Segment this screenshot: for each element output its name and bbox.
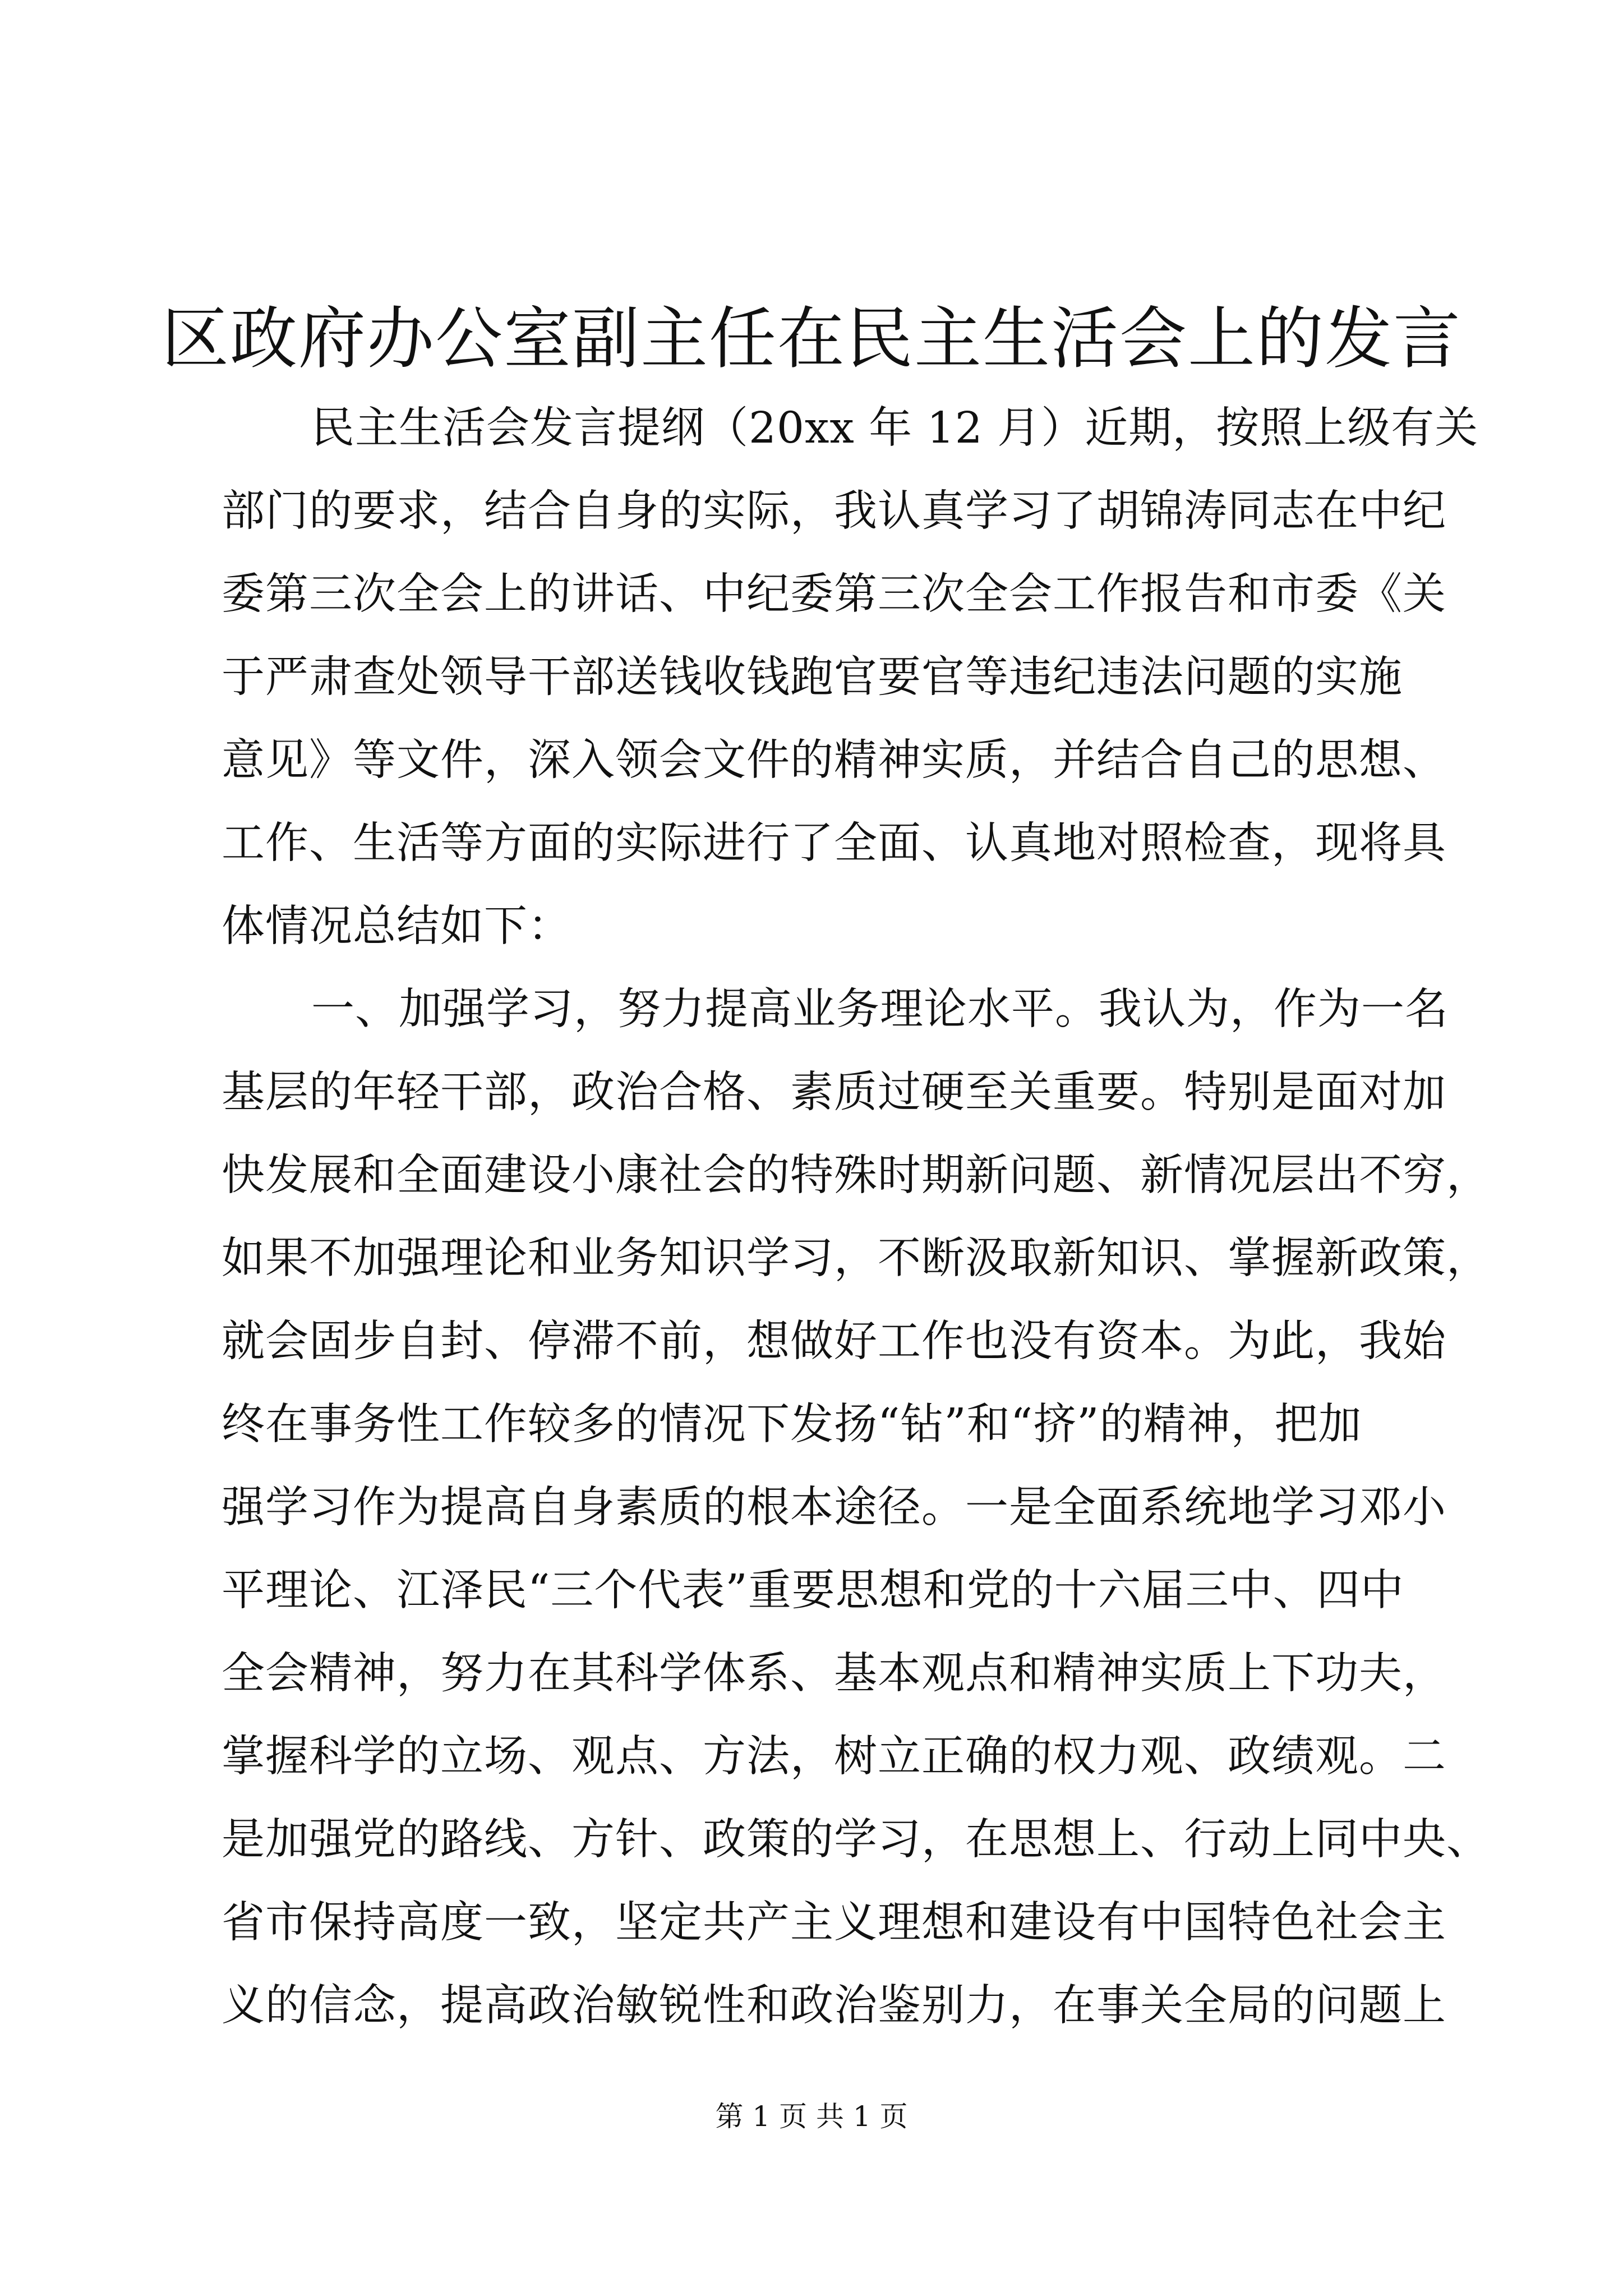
body-line: 是加强党的路线、方针、政策的学习，在思想上、行动上同中央、 bbox=[222, 1815, 1490, 1865]
body-line: 基层的年轻干部，政治合格、素质过硬至关重要。特别是面对加 bbox=[222, 1068, 1446, 1117]
body-line: 强学习作为提高自身素质的根本途径。一是全面系统地学习邓小 bbox=[222, 1483, 1446, 1533]
body-line: 部门的要求，结合自身的实际，我认真学习了胡锦涛同志在中纪 bbox=[222, 486, 1446, 536]
document-title: 区政府办公室副主任在民主生活会上的发言 bbox=[162, 300, 1461, 378]
body-line: 平理论、江泽民“三个代表”重要思想和党的十六届三中、四中 bbox=[222, 1566, 1404, 1616]
document-body bbox=[222, 387, 1490, 2047]
body-line: 意见》等文件，深入领会文件的精神实质，并结合自己的思想、 bbox=[222, 735, 1446, 785]
body-line: 如果不加强理论和业务知识学习，不断汲取新知识、掌握新政策， bbox=[222, 1234, 1490, 1283]
body-line: 快发展和全面建设小康社会的特殊时期新问题、新情况层出不穷， bbox=[222, 1151, 1490, 1200]
body-line: 义的信念，提高政治敏锐性和政治鉴别力，在事关全局的问题上 bbox=[222, 1981, 1446, 2031]
body-line: 工作、生活等方面的实际进行了全面、认真地对照检查，现将具 bbox=[222, 818, 1446, 868]
body-line: 掌握科学的立场、观点、方法，树立正确的权力观、政绩观。二 bbox=[222, 1732, 1446, 1782]
body-line: 体情况总结如下： bbox=[222, 901, 571, 951]
body-line: 全会精神，努力在其科学体系、基本观点和精神实质上下功夫， bbox=[222, 1649, 1446, 1699]
page-footer: 第 1 页 共 1 页 bbox=[715, 2100, 908, 2133]
body-line: 于严肃查处领导干部送钱收钱跑官要官等违纪违法问题的实施 bbox=[222, 652, 1403, 702]
body-line: 就会固步自封、停滞不前，想做好工作也没有资本。为此，我始 bbox=[222, 1317, 1446, 1366]
body-line: 委第三次全会上的讲话、中纪委第三次全会工作报告和市委《关 bbox=[222, 569, 1446, 619]
body-line: 省市保持高度一致，坚定共产主义理想和建设有中国特色社会主 bbox=[222, 1898, 1446, 1948]
body-line: 终在事务性工作较多的情况下发扬“钻”和“挤”的精神，把加 bbox=[222, 1400, 1362, 1450]
body-line: 民主生活会发言提纲（20xx 年 12 月）近期，按照上级有关 bbox=[311, 403, 1479, 453]
body-line: 一、加强学习，努力提高业务理论水平。我认为，作为一名 bbox=[311, 984, 1449, 1034]
